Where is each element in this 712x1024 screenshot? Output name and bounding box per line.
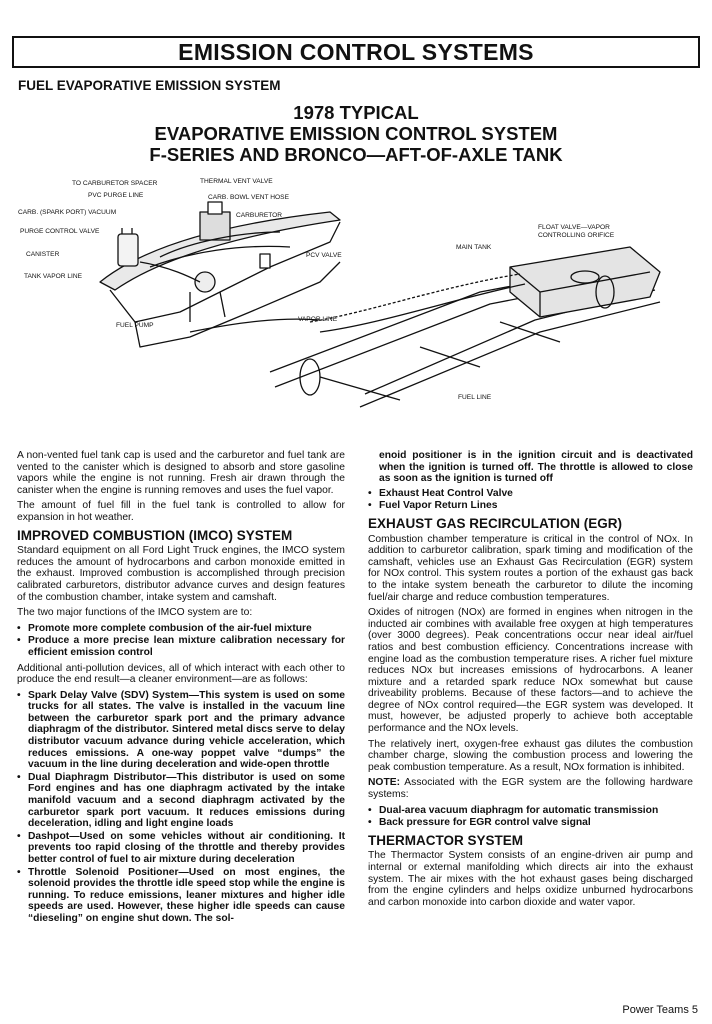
label-canister: CANISTER xyxy=(26,251,60,258)
list-item: • Promote more complete combusion of the air-fuel mixture xyxy=(17,622,312,634)
label-main-tank: MAIN TANK xyxy=(456,244,492,251)
figure-title-line-2: EVAPORATIVE EMISSION CONTROL SYSTEM xyxy=(154,123,558,144)
truck-chassis-illustration xyxy=(40,172,680,412)
paragraph: The relatively inert, oxygen-free exhaust gas dilutes the combustion chamber charge, slowing the combustion process and lowering the peak combustion temperature. As a result, NOx formation is inhibited. xyxy=(368,738,693,773)
paragraph: Combustion chamber temperature is critical in the control of NOx. In addition to carburetor calibration, spark timing and modification of the camshaft, vehicles use an Exhaust Gas Recirculation (EGR) system for NOx control. This system routes a portion of the exhaust gas back to the intake system beneath the carburetor to dilute the incoming fuel/air charge and reduce combustion temperatures. xyxy=(368,533,693,603)
page-title: EMISSION CONTROL SYSTEMS xyxy=(178,38,534,65)
devices-list-continued xyxy=(368,488,693,512)
right-column xyxy=(368,450,693,912)
paragraph: Standard equipment on all Ford Light Truck engines, the IMCO system reduces the amount of hydrocarbons and carbon monoxide emitted in the exhaust. Improved combustion is accomplished through precision calibrated carburetors, distributor advance curves and design features of the combustion chamber, intake system and camshaft. xyxy=(17,545,345,603)
list-item: • Spark Delay Valve (SDV) System—This system is used on some trucks for all states. The valve is installed in the vacuum line between the carburetor spark port and the primary advance diaphragm of the distributor. Sintered metal discs serve to delay distributor vacuum advance during vehicle acceleration, which reduces emissions. A one-way poppet valve “dumps” the vacuum in the line during deceleration and wide-open throttle xyxy=(17,689,345,771)
label-carburetor: CARBURETOR xyxy=(236,212,283,219)
figure-title-line-3: F-SERIES AND BRONCO—AFT-OF-AXLE TANK xyxy=(149,144,563,165)
note-paragraph xyxy=(368,777,693,800)
continued-text: enoid positioner is in the ignition circuit and is deactivated when the ignition is turned off. The throttle is allowed to close as soon as the ignition is turned off xyxy=(379,450,693,485)
list-item: • Dual-area vacuum diaphragm for automatic transmission xyxy=(368,804,659,816)
label-tank-vapor: TANK VAPOR LINE xyxy=(24,273,83,280)
label-carb-spacer: TO CARBURETOR SPACER xyxy=(72,180,158,187)
imco-functions-list xyxy=(17,623,345,659)
list-item: • Dual Diaphragm Distributor—This distributor is used on some Ford engines and has one diaphragm activated by the intake manifold vacuum and a second diaphragm activated by the carburetor spark port vacuum. It reduces emissions during deceleration, idling and light engine loads xyxy=(17,771,345,830)
label-float-valve-1: FLOAT VALVE—VAPOR xyxy=(538,224,610,231)
label-fuel-line: FUEL LINE xyxy=(458,394,492,401)
left-column xyxy=(17,450,345,929)
figure-title-line-1: 1978 TYPICAL xyxy=(293,102,419,123)
label-bowl-vent: CARB. BOWL VENT HOSE xyxy=(208,194,289,201)
list-item: • Throttle Solenoid Positioner—Used on most engines, the solenoid provides the throttle idle speed stop while the engine is running. To reduce emissions, leaner mixtures and higher idle speeds are used. However, these higher idle speeds can cause “dieseling” on engine shut down. The sol- xyxy=(17,866,345,924)
heading-imco: IMPROVED COMBUSTION (IMCO) SYSTEM xyxy=(17,527,293,543)
paragraph: Oxides of nitrogen (NOx) are formed in engines when nitrogen in the inducted air combines with available free oxygen at high temperatures (over 3000 degrees). Peak concentrations occur near ideal air/fuel ratios and best combustion efficiency. Concentrations increase with engine load as the combustion temperature rises. A richer fuel mixture reduces NOx but increases emissions of hydrocarbons. A leaner mixture and a retarded spark reduce NOx somewhat but cause driveability problems. Because of these factors—and to achieve the degree of NOx control required—the EGR system was developed. It must, however, be adjusted properly to achieve both acceptable performance and the NOx levels. xyxy=(368,607,693,735)
label-float-valve-2: CONTROLLING ORIFICE xyxy=(538,232,615,239)
paragraph: The amount of fuel fill in the fuel tank is controlled to allow for expansion in hot weather. xyxy=(17,500,345,523)
heading-thermactor: THERMACTOR SYSTEM xyxy=(368,832,524,848)
paragraph: The Thermactor System consists of an engine-driven air pump and internal or external manifolding which directs air into the exhaust system. The air mixes with the hot exhaust gases being discharged from the engine cylinders and helps oxidize unburned hydrocarbons and carbon monoxide into carbon dioxide and water vapor. xyxy=(368,850,693,908)
note-label: NOTE: xyxy=(368,777,401,789)
heading-egr: EXHAUST GAS RECIRCULATION (EGR) xyxy=(368,515,623,531)
label-pvc-purge: PVC PURGE LINE xyxy=(88,192,144,199)
egr-hardware-list xyxy=(368,805,693,829)
evap-system-diagram xyxy=(18,172,680,412)
paragraph: Additional anti-pollution devices, all of which interact with each other to produce the end result—a cleaner environment—are as follows: xyxy=(17,662,345,686)
paragraph: A non-vented fuel tank cap is used and the carburetor and fuel tank are vented to the canister which is designed to absorb and store gasoline vapors while the engine is not running. Fresh air drawn through the canister when the engine is running removes and uses the fuel vapor. xyxy=(17,450,345,496)
label-thermal-vent: THERMAL VENT VALVE xyxy=(200,178,273,185)
figure-title xyxy=(0,102,712,165)
page-header-box xyxy=(12,36,700,68)
label-fuel-pump: FUEL PUMP xyxy=(116,322,154,329)
note-text: Associated with the EGR system are the following hardware systems: xyxy=(368,777,693,801)
label-pcv-valve: PCV VALVE xyxy=(306,252,342,259)
paragraph: The two major functions of the IMCO system are to: xyxy=(17,607,253,619)
list-item: • Fuel Vapor Return Lines xyxy=(368,500,498,512)
label-purge-valve: PURGE CONTROL VALVE xyxy=(20,228,100,235)
devices-list xyxy=(17,690,345,925)
list-item: • Produce a more precise lean mixture calibration necessary for efficient emission control xyxy=(17,635,345,658)
list-item: • Back pressure for EGR control valve signal xyxy=(368,817,591,829)
list-item: • Exhaust Heat Control Valve xyxy=(368,487,513,499)
label-carb-vacuum: CARB. (SPARK PORT) VACUUM xyxy=(18,209,117,216)
label-vapor-line: VAPOR LINE xyxy=(298,316,338,323)
page-footer: Power Teams 5 xyxy=(622,1004,698,1016)
section-heading: FUEL EVAPORATIVE EMISSION SYSTEM xyxy=(18,78,281,93)
list-item: • Dashpot—Used on some vehicles without air conditioning. It prevents too rapid closing of the throttle and thereby provides better control of fuel to air mixture during deceleration xyxy=(17,830,345,865)
